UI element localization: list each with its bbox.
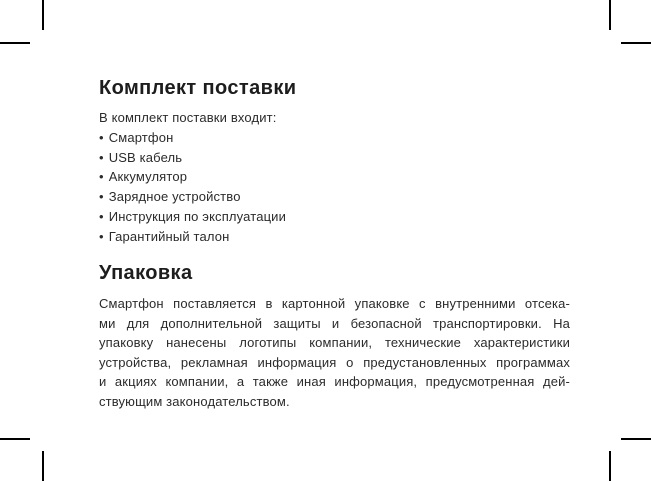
kit-items-list	[99, 128, 570, 246]
list-item-label: Смартфон	[108, 130, 174, 145]
bullet-icon: •	[99, 189, 104, 205]
list-item-label: USB кабель	[108, 149, 183, 165]
list-item	[99, 167, 570, 187]
list-item-label: Зарядное устройство	[108, 189, 241, 205]
packaging-paragraph-line: упаковку нанесены логотипы компании, технические характеристики	[99, 335, 570, 350]
packaging-paragraph-line: Смартфон поставляется в картонной упаковке с внутренними отсека-	[99, 296, 570, 311]
list-item	[99, 227, 570, 247]
list-item	[99, 128, 570, 148]
bullet-icon: •	[99, 149, 104, 165]
packaging-paragraph-line: устройства, рекламная информация о предустановленных программах	[99, 354, 570, 370]
packaging-paragraph-line: ми для дополнительной защиты и безопасной транспортировки. На	[99, 315, 570, 331]
list-item	[99, 148, 570, 168]
packaging-paragraph	[99, 294, 570, 411]
bullet-icon: •	[99, 208, 104, 224]
list-item	[99, 187, 570, 207]
crop-mark-bottom-right-horizontal	[621, 438, 651, 440]
packaging-section-heading: Упаковка	[99, 262, 193, 284]
list-item	[99, 207, 570, 227]
bullet-icon: •	[99, 169, 104, 185]
list-item-label: Гарантийный талон	[108, 228, 230, 244]
crop-mark-bottom-left-vertical	[42, 451, 44, 481]
crop-mark-top-left-vertical	[42, 0, 44, 30]
list-item-label: Аккумулятор	[108, 169, 188, 185]
crop-mark-top-left-horizontal	[0, 42, 30, 44]
crop-mark-top-right-horizontal	[621, 42, 651, 44]
bullet-icon: •	[99, 228, 104, 244]
crop-mark-bottom-left-horizontal	[0, 438, 30, 440]
bullet-icon: •	[99, 130, 104, 145]
kit-section-heading: Комплект поставки	[99, 77, 297, 99]
packaging-paragraph-line: и акциях компании, а также иная информация, предусмотренная дей-	[99, 374, 570, 389]
list-item-label: Инструкция по эксплуатации	[108, 208, 286, 224]
crop-mark-bottom-right-vertical	[609, 451, 611, 481]
packaging-paragraph-line: ствующим законодательством.	[99, 393, 290, 409]
kit-intro-text: В комплект поставки входит:	[99, 110, 277, 125]
crop-mark-top-right-vertical	[609, 0, 611, 30]
